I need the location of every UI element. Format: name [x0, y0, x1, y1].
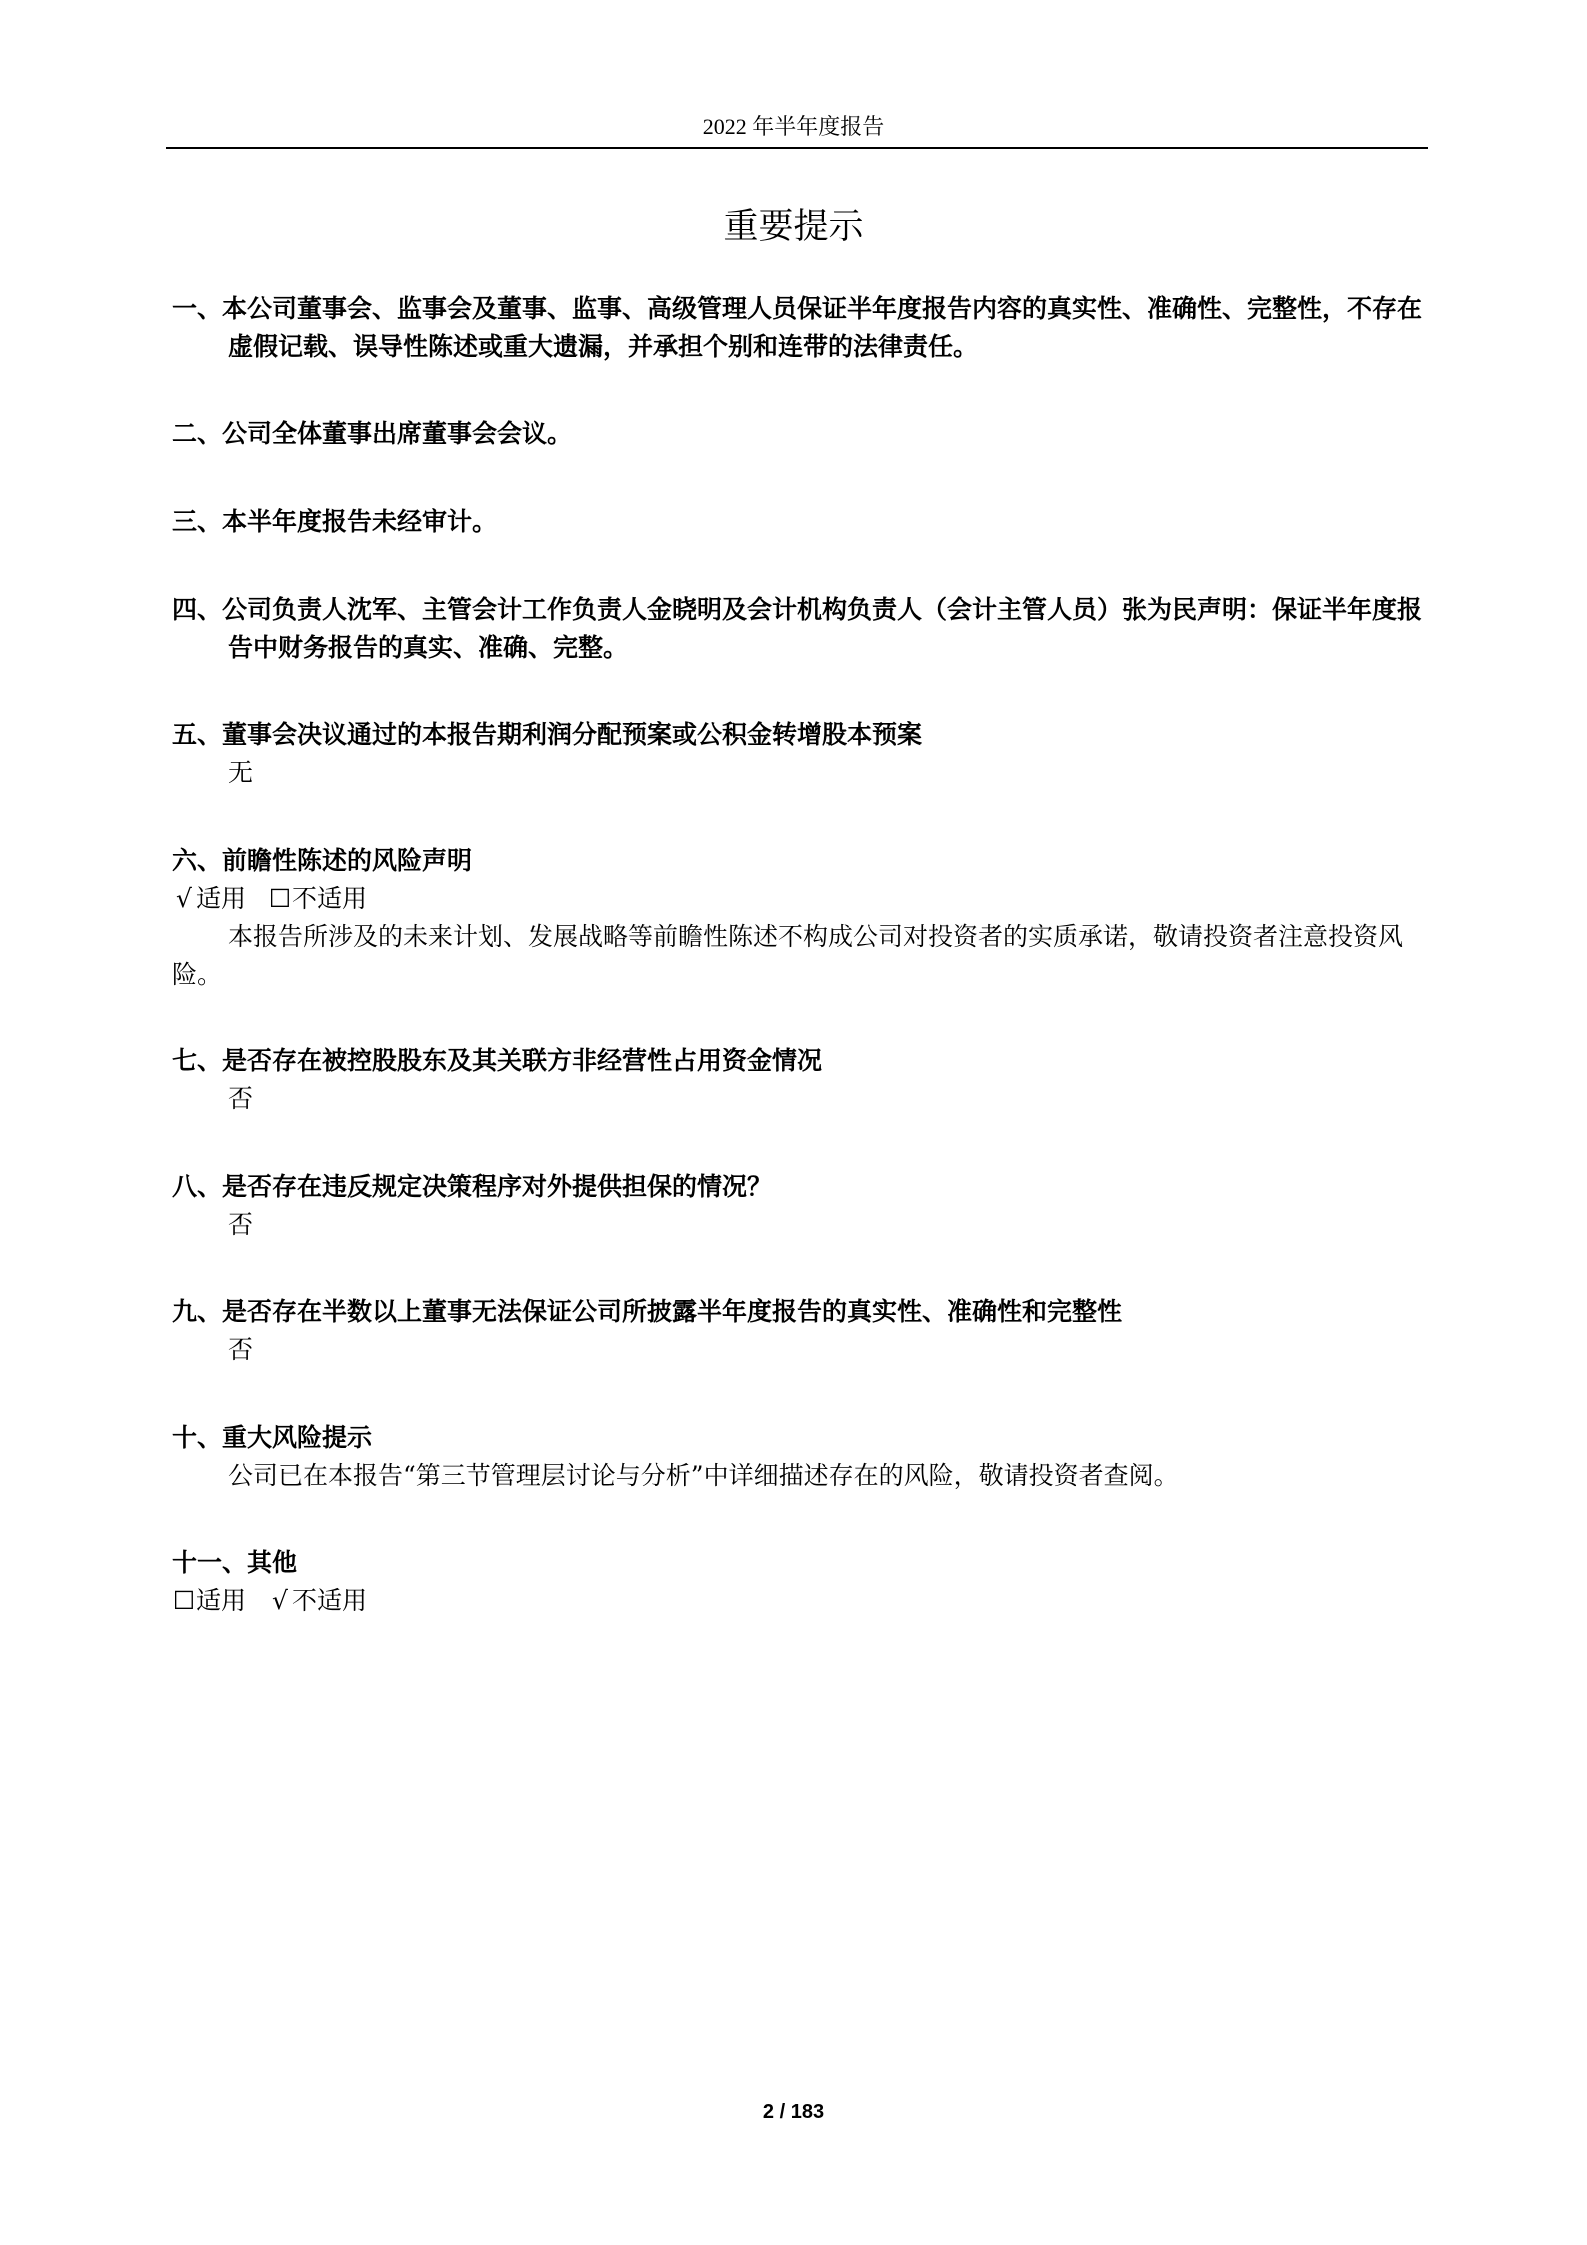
option-not-applicable — [268, 1582, 367, 1620]
section-7 — [172, 1042, 1432, 1118]
section-heading: 一、本公司董事会、监事会及董事、监事、高级管理人员保证半年度报告内容的真实性、准确性、完整性，不存在虚假记载、误导性陈述或重大遗漏，并承担个别和连带的法律责任。 — [172, 294, 1423, 361]
option-applicable — [172, 880, 246, 918]
section-heading: 七、是否存在被控股股东及其关联方非经营性占用资金情况 — [172, 1046, 823, 1075]
section-3 — [172, 503, 1432, 541]
section-answer: 否 — [228, 1210, 254, 1239]
section-11 — [172, 1544, 1432, 1620]
applicability-options — [172, 880, 1432, 918]
section-heading: 十一、其他 — [172, 1548, 298, 1577]
header-divider — [166, 147, 1428, 149]
section-heading: 三、本半年度报告未经审计。 — [172, 507, 498, 536]
section-heading: 六、前瞻性陈述的风险声明 — [172, 846, 473, 875]
option-label: 不适用 — [291, 1586, 367, 1615]
section-answer: 无 — [228, 758, 254, 787]
page-title: 重要提示 — [723, 207, 864, 247]
option-label: 适用 — [196, 884, 247, 913]
option-applicable — [172, 1582, 246, 1620]
section-heading: 九、是否存在半数以上董事无法保证公司所披露半年度报告的真实性、准确性和完整性 — [172, 1297, 1123, 1326]
empty-checkbox-icon: ☐ — [268, 884, 292, 913]
page-number: 2 / 183 — [762, 2101, 825, 2123]
option-label: 适用 — [196, 1586, 247, 1615]
section-9 — [172, 1293, 1432, 1369]
option-not-applicable — [268, 880, 367, 918]
section-4 — [172, 591, 1432, 667]
section-body: 本报告所涉及的未来计划、发展战略等前瞻性陈述不构成公司对投资者的实质承诺，敬请投资者注意投资风险。 — [172, 922, 1404, 989]
section-body: 公司已在本报告“第三节管理层讨论与分析”中详细描述存在的风险，敬请投资者查阅。 — [228, 1461, 1179, 1490]
section-1 — [172, 290, 1432, 366]
section-heading: 八、是否存在违反规定决策程序对外提供担保的情况？ — [172, 1172, 773, 1201]
checkmark-icon: √ — [272, 1586, 288, 1615]
section-6 — [172, 842, 1432, 994]
section-8 — [172, 1168, 1432, 1244]
section-answer: 否 — [228, 1084, 254, 1113]
page-header-title: 2022 年半年度报告 — [702, 114, 885, 139]
applicability-options — [172, 1582, 1432, 1620]
option-label: 不适用 — [291, 884, 367, 913]
section-10 — [172, 1419, 1432, 1495]
section-heading: 四、公司负责人沈军、主管会计工作负责人金晓明及会计机构负责人（会计主管人员）张为民声明：保证半年度报告中财务报告的真实、准确、完整。 — [172, 595, 1423, 662]
empty-checkbox-icon: ☐ — [172, 1586, 196, 1615]
section-2 — [172, 415, 1432, 453]
section-heading: 十、重大风险提示 — [172, 1423, 373, 1452]
section-heading: 二、公司全体董事出席董事会会议。 — [172, 419, 573, 448]
section-answer: 否 — [228, 1335, 254, 1364]
section-5 — [172, 716, 1432, 792]
section-heading: 五、董事会决议通过的本报告期利润分配预案或公积金转增股本预案 — [172, 720, 923, 749]
checkmark-icon: √ — [176, 884, 192, 913]
